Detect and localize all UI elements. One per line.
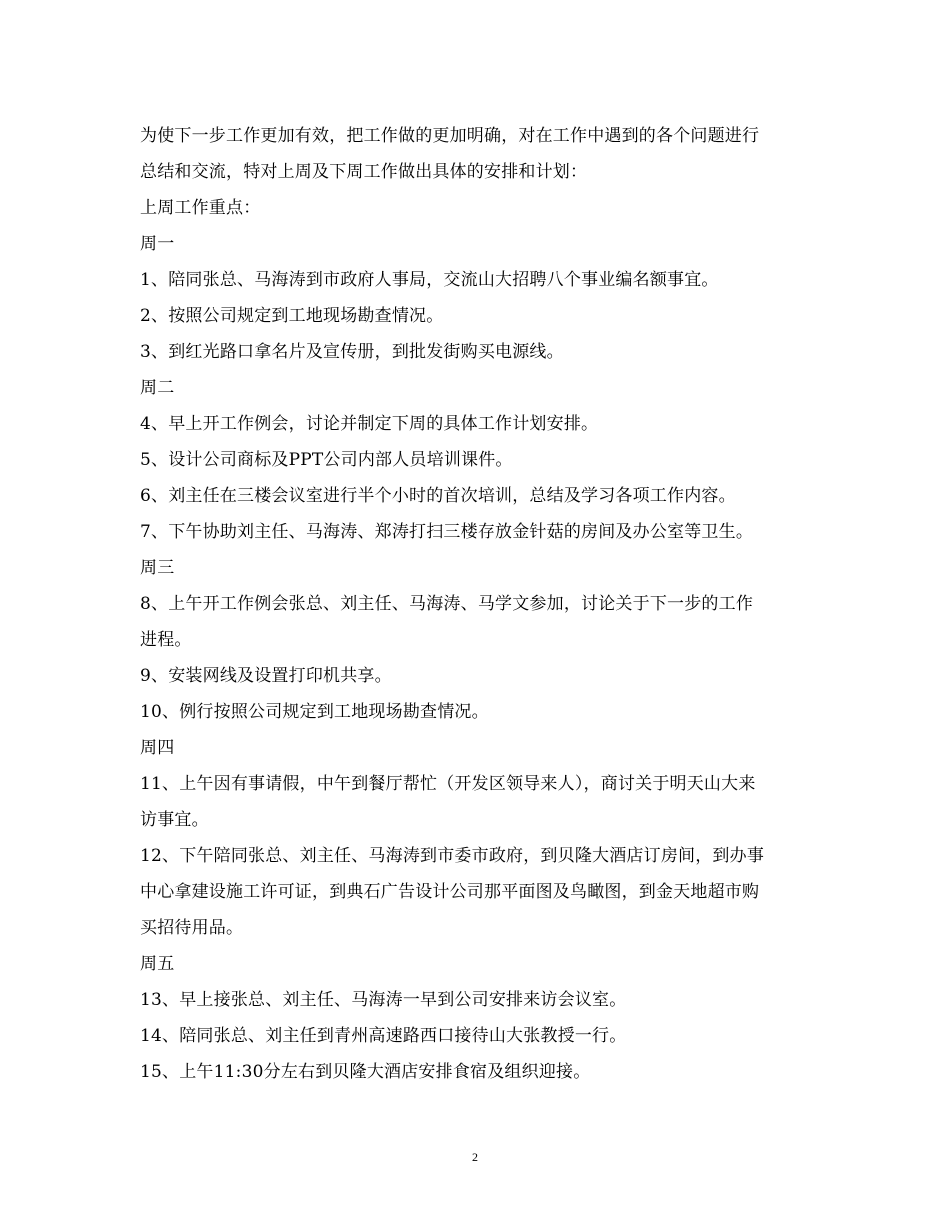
day-heading-thursday: 周四	[140, 738, 175, 758]
list-item: 7、下午协助刘主任、马海涛、郑涛打扫三楼存放金针菇的房间及办公室等卫生。	[140, 522, 754, 542]
list-item: 13、早上接张总、刘主任、马海涛一早到公司安排来访会议室。	[140, 990, 627, 1010]
list-item-continuation: 中心拿建设施工许可证，到典石广告设计公司那平面图及鸟瞰图，到金天地超市购	[140, 882, 760, 902]
list-item: 11、上午因有事请假，中午到餐厅帮忙（开发区领导来人），商讨关于明天山大来	[140, 774, 756, 794]
list-item: 1、陪同张总、马海涛到市政府人事局，交流山大招聘八个事业编名额事宜。	[140, 270, 719, 290]
list-item: 14、陪同张总、刘主任到青州高速路西口接待山大张教授一行。	[140, 1026, 627, 1046]
list-item: 4、早上开工作例会，讨论并制定下周的具体工作计划安排。	[140, 414, 599, 434]
list-item: 5、设计公司商标及PPT公司内部人员培训课件。	[140, 450, 513, 470]
list-item: 2、按照公司规定到工地现场勘查情况。	[140, 306, 444, 326]
list-item-continuation: 买招待用品。	[140, 918, 244, 938]
list-item: 6、刘主任在三楼会议室进行半个小时的首次培训，总结及学习各项工作内容。	[140, 486, 736, 506]
list-item: 8、上午开工作例会张总、刘主任、马海涛、马学文参加，讨论关于下一步的工作	[140, 594, 754, 614]
day-heading-wednesday: 周三	[140, 558, 175, 578]
day-heading-monday: 周一	[140, 234, 175, 254]
list-item: 12、下午陪同张总、刘主任、马海涛到市委市政府，到贝隆大酒店订房间，到办事	[140, 846, 765, 866]
section-title: 上周工作重点：	[140, 198, 261, 218]
list-item: 15、上午11:30分左右到贝隆大酒店安排食宿及组织迎接。	[140, 1062, 591, 1082]
list-item-continuation: 进程。	[140, 630, 192, 650]
intro-line-2: 总结和交流，特对上周及下周工作做出具体的安排和计划：	[140, 162, 588, 182]
intro-line-1: 为使下一步工作更加有效，把工作做的更加明确，对在工作中遇到的各个问题进行	[140, 126, 760, 146]
list-item: 10、例行按照公司规定到工地现场勘查情况。	[140, 702, 489, 722]
document-body	[140, 118, 820, 1090]
list-item: 3、到红光路口拿名片及宣传册，到批发街购买电源线。	[140, 342, 564, 362]
day-heading-tuesday: 周二	[140, 378, 175, 398]
day-heading-friday: 周五	[140, 954, 175, 974]
page-number: 2	[472, 1150, 478, 1164]
list-item-continuation: 访事宜。	[140, 810, 209, 830]
list-item: 9、安装网线及设置打印机共享。	[140, 666, 392, 686]
